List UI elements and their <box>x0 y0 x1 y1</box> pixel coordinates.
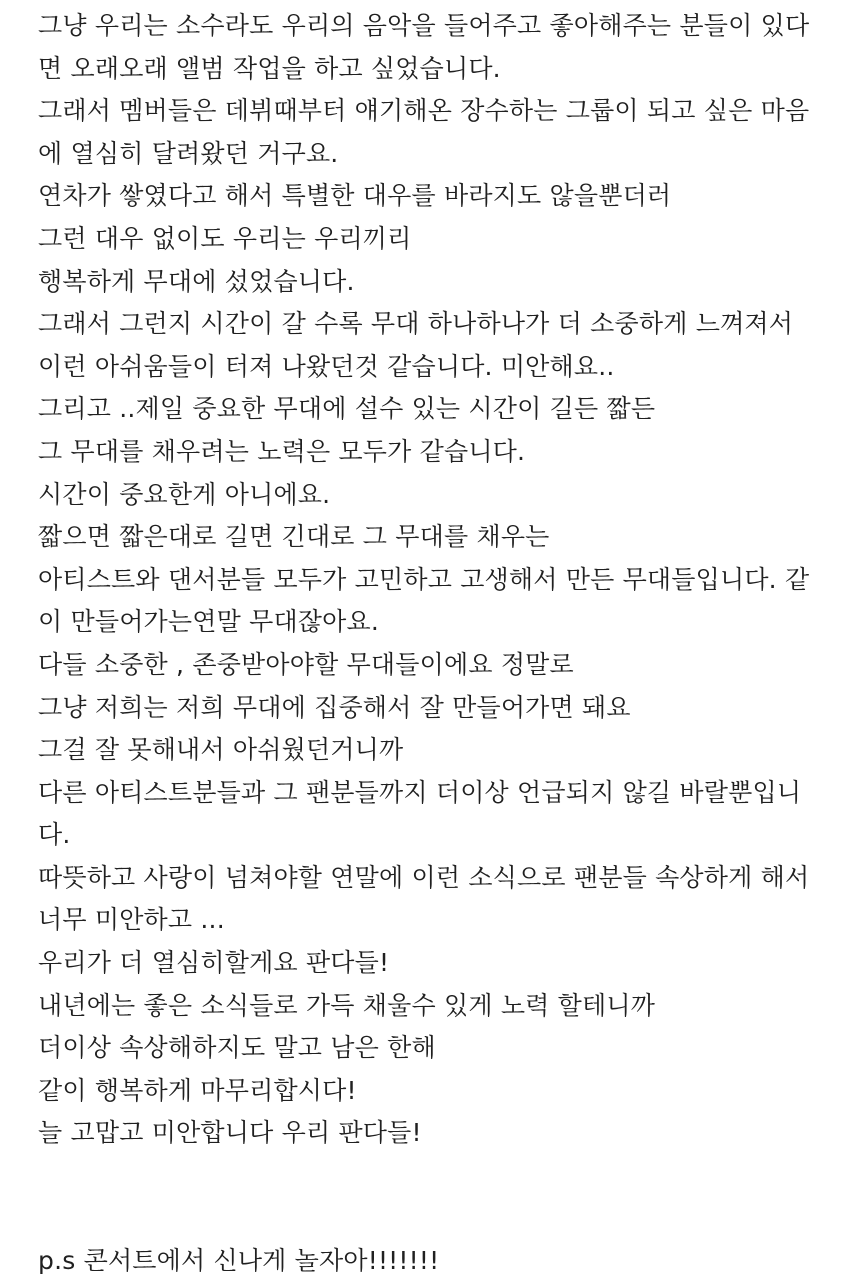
text-line: 그냥 저희는 저희 무대에 집중해서 잘 만들어가면 돼요 <box>38 692 631 722</box>
text-line: 짧으면 짧은대로 길면 긴대로 그 무대를 채우는 <box>38 522 550 552</box>
text-line: 더이상 속상해하지도 말고 남은 한해 <box>38 1033 436 1063</box>
text-line: 그리고 ..제일 중요한 무대에 설수 있는 시간이 길든 짧든 <box>38 394 656 424</box>
text-line: 내년에는 좋은 소식들로 가득 채울수 있게 노력 할테니까 <box>38 990 656 1020</box>
text-line: 그래서 멤버들은 데뷔때부터 얘기해온 장수하는 그룹이 되고 싶은 마음 <box>38 96 810 126</box>
text-line: 그 무대를 채우려는 노력은 모두가 같습니다. <box>38 436 526 466</box>
text-line: 그걸 잘 못해내서 아쉬웠던거니까 <box>38 735 404 765</box>
postscript-line: p.s 콘서트에서 신나게 놀자아!!!!!!! <box>38 1246 440 1276</box>
text-line: 다른 아티스트분들과 그 팬분들까지 더이상 언급되지 않길 바랄뿐입니 <box>38 777 802 807</box>
text-line: 행복하게 무대에 섰었습니다. <box>38 266 355 296</box>
text-line: 그런 대우 없이도 우리는 우리끼리 <box>38 223 412 253</box>
text-line: 아티스트와 댄서분들 모두가 고민하고 고생해서 만든 무대들입니다. 같 <box>38 564 810 594</box>
blank-gap <box>38 1155 838 1240</box>
text-line: 너무 미안하고 ... <box>38 905 225 935</box>
text-line: 면 오래오래 앨범 작업을 하고 싶었습니다. <box>38 53 501 83</box>
text-line: 에 열심히 달려왔던 거구요. <box>38 138 339 168</box>
text-line: 이런 아쉬움들이 터져 나왔던것 같습니다. 미안해요.. <box>38 351 615 381</box>
text-line: 늘 고맙고 미안합니다 우리 판다들! <box>38 1118 422 1148</box>
text-line: 연차가 쌓였다고 해서 특별한 대우를 바라지도 않을뿐더러 <box>38 181 672 211</box>
text-line: 시간이 중요한게 아니에요. <box>38 479 331 509</box>
text-line: 그래서 그런지 시간이 갈 수록 무대 하나하나가 더 소중하게 느껴져서 <box>38 309 794 339</box>
post-body <box>38 0 838 1283</box>
text-line: 같이 행복하게 마무리합시다! <box>38 1075 357 1105</box>
text-line: 다. <box>38 820 71 850</box>
text-line: 그냥 우리는 소수라도 우리의 음악을 들어주고 좋아해주는 분들이 있다 <box>38 11 810 40</box>
text-line: 따뜻하고 사랑이 넘쳐야할 연말에 이런 소식으로 팬분들 속상하게 해서 <box>38 862 810 892</box>
text-line: 이 만들어가는연말 무대잖아요. <box>38 607 379 637</box>
text-line: 다들 소중한 , 존중받아야할 무대들이에요 정말로 <box>38 649 574 679</box>
text-line: 우리가 더 열심히할게요 판다들! <box>38 948 390 978</box>
